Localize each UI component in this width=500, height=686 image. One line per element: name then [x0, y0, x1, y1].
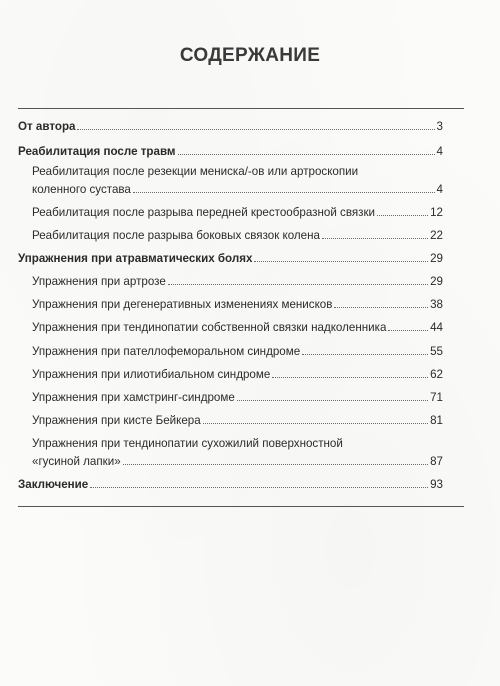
- toc-entry-pes-anserinus: [32, 437, 443, 469]
- dot-leader: [168, 284, 428, 285]
- toc-page-number: 62: [430, 368, 443, 381]
- toc-page-number: 3: [436, 120, 443, 133]
- toc-page-number: 4: [436, 145, 443, 158]
- toc-page-number: 55: [430, 345, 443, 358]
- toc-entry-label-line1: Упражнения при тендинопатии сухожилий поверхностной: [32, 437, 343, 450]
- toc-page-number: 22: [430, 229, 443, 242]
- toc-entry-label: «гусиной лапки»: [32, 455, 121, 468]
- dot-leader: [133, 192, 435, 193]
- toc-entry-label: Упражнения при илиотибиальном синдроме: [32, 368, 271, 381]
- dot-leader: [254, 261, 428, 262]
- toc-page-number: 93: [430, 478, 443, 491]
- toc-page-number: 71: [430, 391, 443, 404]
- toc-entry-rehab-after-injury: [18, 145, 443, 159]
- toc-page-number: 38: [430, 298, 443, 311]
- toc-entry-conclusion: [18, 478, 443, 492]
- toc-entry-label: От автора: [18, 120, 76, 133]
- dot-leader: [272, 377, 428, 378]
- dot-leader: [334, 307, 428, 308]
- toc-entry-acl-rupture: [32, 206, 443, 220]
- bottom-divider: [18, 506, 464, 507]
- dot-leader: [178, 154, 435, 155]
- toc-entry-label: Упражнения при хамстринг-синдроме: [32, 391, 235, 404]
- toc-page-number: 29: [430, 252, 443, 265]
- top-divider: [18, 108, 464, 109]
- toc-entry-label: Реабилитация после разрыва боковых связок колена: [32, 229, 320, 242]
- toc-entry-arthrosis: [32, 275, 443, 289]
- toc-page-number: 81: [430, 414, 443, 427]
- toc-entry-label: Упражнения при дегенеративных изменениях менисков: [32, 298, 333, 311]
- toc-entry-label: Упражнения при артрозе: [32, 275, 166, 288]
- toc-entry-label-line1: Реабилитация после резекции мениска/-ов или артроскопии: [32, 165, 359, 178]
- toc-page-number: 12: [430, 206, 443, 219]
- toc-entry-meniscus-resection: [32, 165, 443, 197]
- page-title: СОДЕРЖАНИЕ: [179, 45, 321, 66]
- dot-leader: [388, 330, 428, 331]
- dot-leader: [377, 215, 428, 216]
- dot-leader: [123, 464, 428, 465]
- toc-entry-label: Упражнения при пателлофеморальном синдроме: [32, 345, 301, 358]
- dot-leader: [302, 354, 428, 355]
- toc-page-number: 87: [430, 455, 443, 468]
- dot-leader: [322, 238, 428, 239]
- toc-entry-baker-cyst: [32, 414, 443, 428]
- dot-leader: [237, 400, 428, 401]
- toc-entry-label: Упражнения при тендинопатии собственной связки надколенника: [32, 321, 387, 334]
- toc-entry-label: Заключение: [18, 478, 89, 491]
- toc-entry-label: Упражнения при атравматических болях: [18, 252, 253, 265]
- toc-entry-patellar-tendinopathy: [32, 321, 443, 335]
- toc-entry-collateral-rupture: [32, 229, 443, 243]
- toc-entry-from-author: [18, 120, 443, 134]
- toc-entry-hamstring: [32, 391, 443, 405]
- toc-entry-iliotibial: [32, 368, 443, 382]
- toc-entry-label: Упражнения при кисте Бейкера: [32, 414, 201, 427]
- toc-page-number: 4: [436, 183, 443, 196]
- toc-entry-atraumatic-pain: [18, 252, 443, 266]
- dot-leader: [203, 423, 428, 424]
- toc-entry-patellofemoral: [32, 345, 443, 359]
- toc-entry-label: Реабилитация после травм: [18, 145, 176, 158]
- toc-page-number: 29: [430, 275, 443, 288]
- toc-entry-label: коленного сустава: [32, 183, 131, 196]
- dot-leader: [77, 129, 434, 130]
- toc-page-number: 44: [430, 321, 443, 334]
- toc-entry-meniscus-degeneration: [32, 298, 443, 312]
- toc-entry-label: Реабилитация после разрыва передней крестообразной связки: [32, 206, 375, 219]
- dot-leader: [90, 487, 428, 488]
